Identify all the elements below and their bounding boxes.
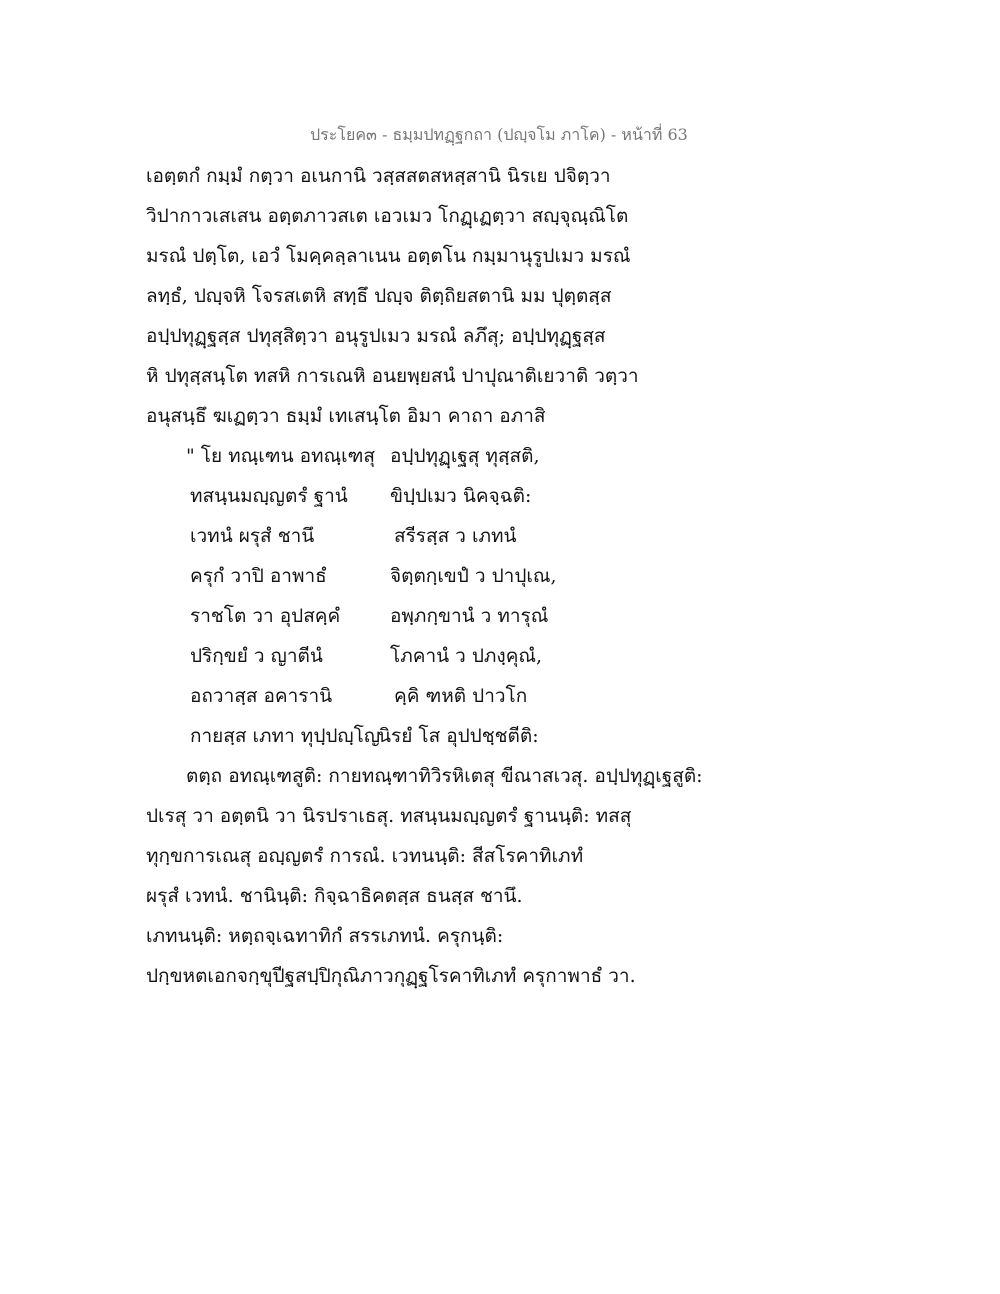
verse-8-left: กายสฺส เภทา ทุปฺปญฺโญ <box>190 725 381 747</box>
verse-7-left: อถวาสฺส อคารานิ <box>190 685 333 707</box>
intro-line-6: หิ ปทุสฺสนฺโต ทสหิ การเณหิ อนยพฺยสนํ ปาปุณาติเยวาติ วตฺวา <box>146 365 639 387</box>
verse-6-right: โภคานํ ว ปภงฺคุณํ, <box>390 645 543 667</box>
verse-4-right: จิตฺตกฺเขปํ ว ปาปุเณ, <box>390 565 557 587</box>
verse-4-left: ครุกํ วาปิ อาพาธํ <box>190 565 327 587</box>
intro-line-1: เอตฺตกํ กมฺมํ กตฺวา อเนกานิ วสฺสสตสหสฺสานิ นิรเย ปจิตฺวา <box>146 165 611 187</box>
verse-3-right: สรีรสฺส ว เภทนํ <box>394 525 517 547</box>
intro-line-2: วิปากาวเสเสน อตฺตภาวสเต เอวเมว โกฏฺเฏตฺวา สญฺจุณฺณิโต <box>146 205 629 227</box>
verse-7-right: คฺคิ ฑหติ ปาวโก <box>394 685 528 707</box>
verse-6-left: ปริกฺขยํ ว ญาตีนํ <box>190 645 323 667</box>
intro-line-3: มรณํ ปตฺโต, เอวํ โมคฺคลฺลาเนน อตฺตโน กมฺมานุรูปเมว มรณํ <box>146 245 631 267</box>
verse-1-right: อปฺปทุฏฺเฐสุ ทุสฺสติ, <box>390 445 540 467</box>
commentary-line-3: ทุกฺขการเณสุ อญฺญตรํ การณํ. เวทนนฺติ: สีสโรคาทิเภทํ <box>146 845 584 867</box>
commentary-line-2: ปเรสุ วา อตฺตนิ วา นิรปราเธสุ. ทสนฺนมญฺญตรํ ฐานนฺติ: ทสสุ <box>146 805 632 827</box>
verse-5-right: อพฺภกฺขานํ ว ทารุณํ <box>390 605 549 627</box>
verse-2-left: ทสนฺนมญฺญตรํ ฐานํ <box>190 485 348 507</box>
verse-5-left: ราชโต วา อุปสคฺคํ <box>190 605 341 627</box>
commentary-line-4: ผรุสํ เวทนํ. ชานินฺติ: กิจฺฉาธิคตสฺส ธนสฺส ชานึ. <box>146 885 523 907</box>
verse-8-right: นิรยํ โส อุปปชฺชตีติ: <box>378 725 539 747</box>
intro-line-5: อปฺปทุฏฺฐสฺส ปทุสฺสิตฺวา อนุรูปเมว มรณํ ลภึสุ; อปฺปทุฏฺฐสฺส <box>146 325 606 347</box>
commentary-line-5: เภทนนฺติ: หตฺถจฺเฉทาทิกํ สรรเภทนํ. ครุกนฺติ: <box>146 925 504 947</box>
commentary-line-6: ปกฺขหตเอกจกฺขุปีฐสปฺปิกุณิภาวกุฏฺฐโรคาทิเภทํ ครุกาพาธํ วา. <box>146 965 636 987</box>
verse-3-left: เวทนํ ผรุสํ ชานึ <box>190 525 315 547</box>
verse-1-left: " โย ทณฺเฑน อทณฺเฑสุ <box>186 445 376 467</box>
page-header: ประโยค๓ - ธมฺมปทฏฺฐกถา (ปญฺจโม ภาโค) - หน้าที่ 63 <box>310 125 688 144</box>
intro-line-4: ลทฺธํ, ปญฺจหิ โจรสเตหิ สทฺธึ ปญฺจ ติตฺถิยสตานิ มม ปุตฺตสฺส <box>146 285 612 307</box>
verse-2-right: ขิปฺปเมว นิคจฺฉติ: <box>390 485 532 507</box>
intro-line-7: อนุสนฺธึ ฆเฏตฺวา ธมฺมํ เทเสนฺโต อิมา คาถา อภาสิ <box>146 405 546 427</box>
commentary-line-1: ตตฺถ อทณฺเฑสูติ: กายทณฺฑาทิวิรหิเตสุ ขีณาสเวสุ. อปฺปทุฏฺเฐสูติ: <box>186 765 703 787</box>
